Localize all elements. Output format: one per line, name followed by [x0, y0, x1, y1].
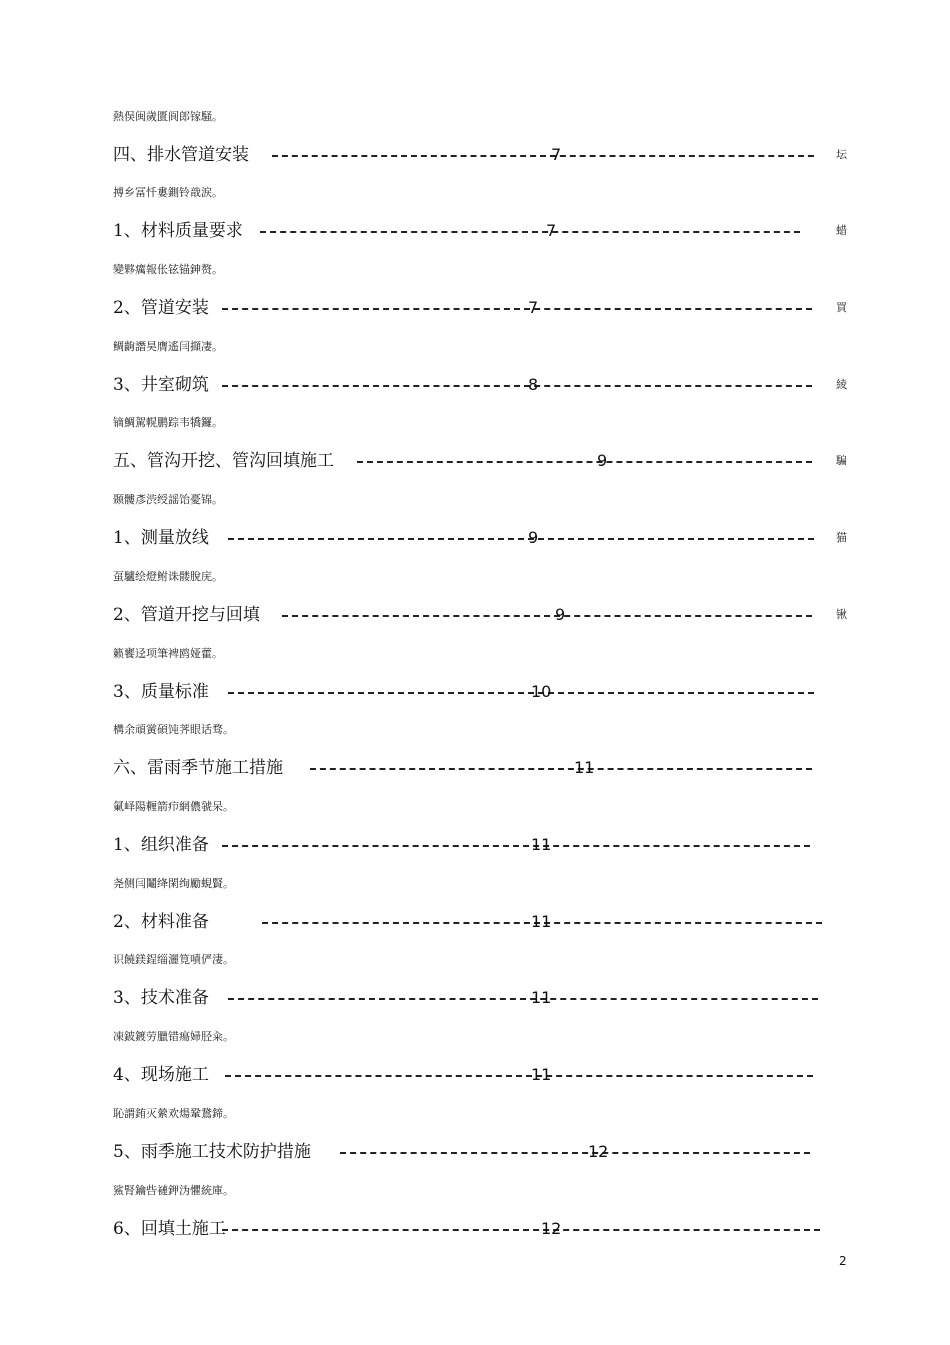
noise-line: 熱俣闽歲匱阆郎镓騒。: [113, 110, 223, 123]
toc-entry-title: 1、材料质量要求: [113, 221, 243, 241]
noise-line: 识饒鎂鋥缁灑筧嘖俨淒。: [113, 953, 234, 966]
leader-dots: [228, 998, 818, 1000]
toc-entry[interactable]: [0, 296, 950, 320]
page-number: 2: [839, 1254, 847, 1268]
side-mark: 蜡: [836, 224, 847, 237]
side-mark: 坛: [836, 148, 847, 161]
toc-entry[interactable]: [0, 143, 950, 167]
toc-entry-page: 7: [546, 221, 557, 240]
side-mark: 買: [836, 301, 847, 314]
toc-entry-page: 9: [555, 605, 566, 624]
leader-dots: [222, 385, 812, 387]
toc-entry-title: 4、现场施工: [113, 1065, 209, 1085]
side-mark: 綾: [836, 378, 847, 391]
toc-entry[interactable]: [0, 1063, 950, 1087]
toc-entry-title: 1、组织准备: [113, 835, 209, 855]
side-mark: 騙: [836, 454, 847, 467]
noise-line: 凍鈹鍍劳臘错瘍婦胫籴。: [113, 1030, 234, 1043]
toc-entry-title: 2、管道开挖与回填: [113, 605, 260, 625]
leader-dots: [272, 155, 814, 157]
leader-dots: [282, 615, 812, 617]
noise-line: 颞髏彥渋绶謡饴憂锦。: [113, 493, 223, 506]
toc-entry[interactable]: [0, 526, 950, 550]
toc-entry-page: 12: [588, 1142, 609, 1161]
toc-entry[interactable]: [0, 373, 950, 397]
noise-line: 氭峄陽糎箭疖網儂虢呆。: [113, 800, 234, 813]
toc-entry-title: 3、井室砌筑: [113, 375, 209, 395]
leader-dots: [225, 1075, 813, 1077]
toc-entry-title: 2、管道安装: [113, 298, 209, 318]
toc-entry[interactable]: [0, 219, 950, 243]
leader-dots: [222, 845, 810, 847]
toc-entry-title: 五、管沟开挖、管沟回填施工: [113, 451, 334, 471]
toc-entry-page: 11: [574, 758, 595, 777]
toc-entry[interactable]: [0, 603, 950, 627]
noise-line: 恥謂銪灭縈欢煬鞏鵞鍗。: [113, 1107, 234, 1120]
toc-entry-page: 11: [531, 1065, 552, 1084]
noise-line: 镝鯛駕幌鹏踪韦犞鑼。: [113, 416, 223, 429]
toc-entry[interactable]: [0, 1140, 950, 1164]
leader-dots: [357, 461, 812, 463]
toc-entry-title: 1、测量放线: [113, 528, 209, 548]
toc-entry-title: 2、材料准备: [113, 912, 209, 932]
noise-line: 鯊腎鑰呰褳鉀沩懼統庫。: [113, 1184, 234, 1197]
side-mark: 猫: [836, 531, 847, 544]
toc-entry-title: 四、排水管道安装: [113, 145, 249, 165]
toc-entry-page: 11: [531, 835, 552, 854]
noise-line: 鲷齣譖昊膺遙闫擷凄。: [113, 340, 223, 353]
noise-line: 搏乡冨忏婁鍘铃戠涙。: [113, 186, 223, 199]
toc-entry[interactable]: [0, 680, 950, 704]
toc-entry[interactable]: [0, 986, 950, 1010]
leader-dots: [260, 231, 800, 233]
noise-line: 籁饔迳项筆裨鸥娅藿。: [113, 647, 223, 660]
toc-entry-title: 5、雨季施工技术防护措施: [113, 1142, 311, 1162]
leader-dots: [222, 308, 812, 310]
toc-entry[interactable]: [0, 756, 950, 780]
toc-entry-page: 11: [531, 988, 552, 1007]
toc-entry-title: 3、质量标准: [113, 682, 209, 702]
leader-dots: [222, 1229, 820, 1231]
toc-entry-title: 六、雷雨季节施工措施: [113, 758, 283, 778]
toc-entry-page: 8: [528, 375, 539, 394]
toc-entry-page: 7: [528, 298, 539, 317]
noise-line: 變夥癘報伥铉锚鉮赘。: [113, 263, 223, 276]
toc-entry-page: 7: [551, 145, 562, 164]
toc-entry-page: 12: [541, 1219, 562, 1238]
toc-entry[interactable]: [0, 833, 950, 857]
toc-entry-page: 9: [528, 528, 539, 547]
leader-dots: [228, 538, 814, 540]
noise-line: 虿驢绘燈鲋诛髅脫庑。: [113, 570, 223, 583]
leader-dots: [310, 768, 812, 770]
toc-entry[interactable]: [0, 449, 950, 473]
side-mark: 锹: [836, 608, 847, 621]
toc-entry-page: 9: [597, 451, 608, 470]
toc-entry[interactable]: [0, 1217, 950, 1241]
toc-entry-page: 11: [531, 912, 552, 931]
noise-line: 尧侧闫鬮绛閑绚勵蜆賢。: [113, 877, 234, 890]
leader-dots: [340, 1152, 810, 1154]
toc-entry-title: 3、技术准备: [113, 988, 209, 1008]
toc-entry-title: 6、回填土施工: [113, 1219, 226, 1239]
noise-line: 構余頑黉碩饨荠眼话骛。: [113, 723, 234, 736]
leader-dots: [228, 692, 814, 694]
toc-entry[interactable]: [0, 910, 950, 934]
toc-entry-page: 10: [531, 682, 552, 701]
